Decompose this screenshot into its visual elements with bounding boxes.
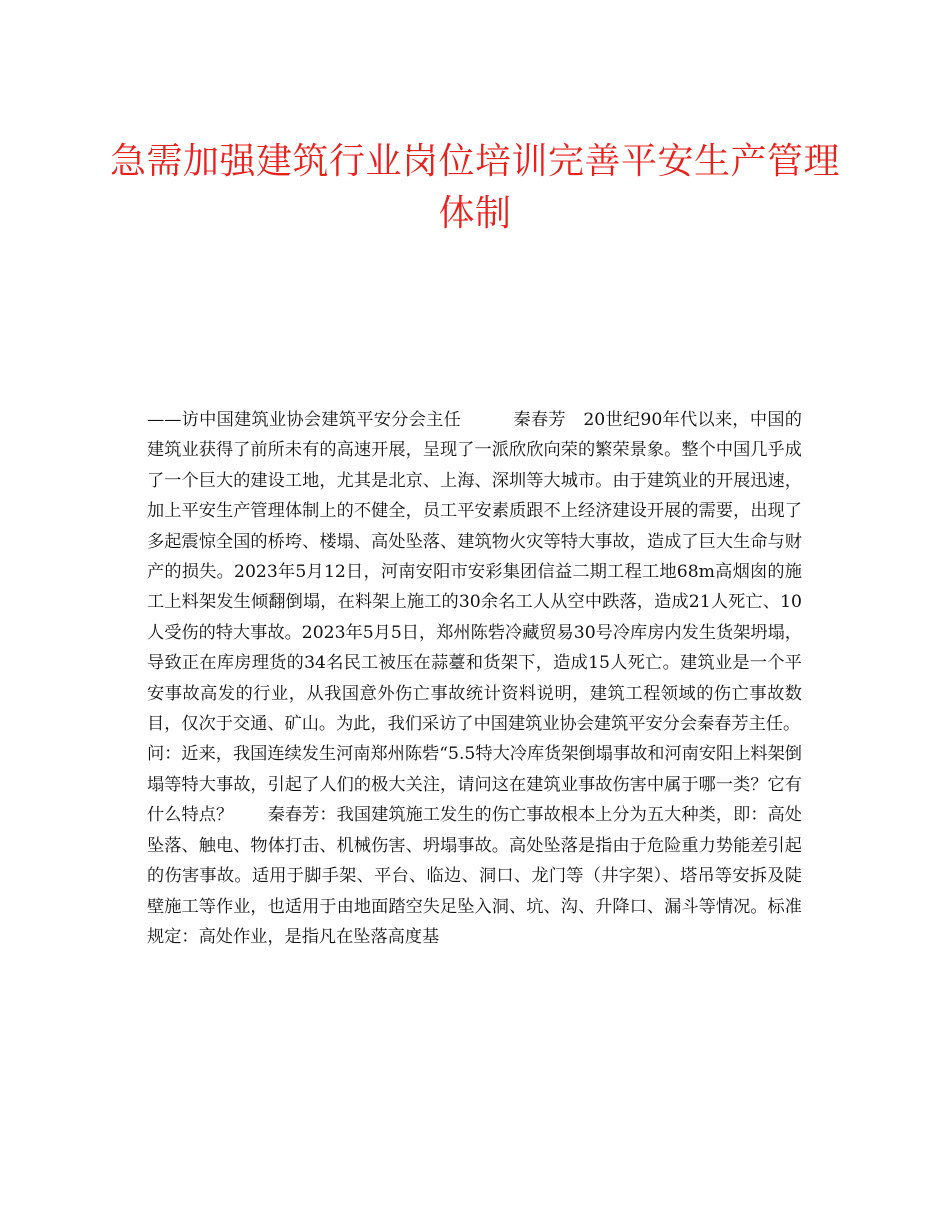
intro-paragraph: ——访中国建筑业协会建筑平安分会主任 秦春芳 20世纪90年代以来，中国的建筑业获得了前所未有的高速开展，呈现了一派欣欣向荣的繁荣景象。整个中国几乎成了一个巨大的建设工地，尤其是北京、上海、深圳等大城市。由于建筑业的开展迅速，加上平安生产管理体制上的不健全，员工平安素质跟不上经济建设开展的需要，出现了多起震惊全国的桥垮、楼塌、高处坠落、建筑物火灾等特大事故，造成了巨大生命与财产的损失。2023年5月12日，河南安阳市安彩集团信益二期工程工地68m高烟囱的施工上料架发生倾翻倒塌，在料架上施工的30余名工人从空中跌落，造成21人死亡、10人受伤的特大事故。2023年5月5日，郑州陈砦冷藏贸易30号冷库房内发生货架坍塌，导致正在库房理货的34名民工被压在蒜薹和货架下，造成15人死亡。建筑业是一个平安事故高发的行业，从我国意外伤亡事故统计资料说明，建筑工程领域的伤亡事故数目，仅次于交通、矿山。为此，我们采访了中国建筑业协会建筑平安分会秦春芳主任。 bbox=[147, 410, 802, 735]
document-title: 急需加强建筑行业岗位培训完善平安生产管理体制 bbox=[109, 141, 840, 234]
document-body bbox=[147, 405, 802, 952]
interview-paragraph: 问：近来，我国连续发生河南郑州陈砦“5.5特大冷库货架倒塌事故和河南安阳上料架倒塌等特大事故，引起了人们的极大关注，请问这在建筑业事故伤害中属于哪一类？它有什么特点？ 秦春芳：我国建筑施工发生的伤亡事故根本上分为五大种类，即：高处坠落、触电、物体打击、机械伤害、坍塌事故。高处坠落是指由于危险重力势能差引起的伤害事故。适用于脚手架、平台、临边、洞口、龙门等（井字架）、塔吊等安拆及陡壁施工等作业，也适用于由地面踏空失足坠入洞、坑、沟、升降口、漏斗等情况。标准规定：高处作业，是指凡在坠落高度基 bbox=[147, 744, 802, 947]
